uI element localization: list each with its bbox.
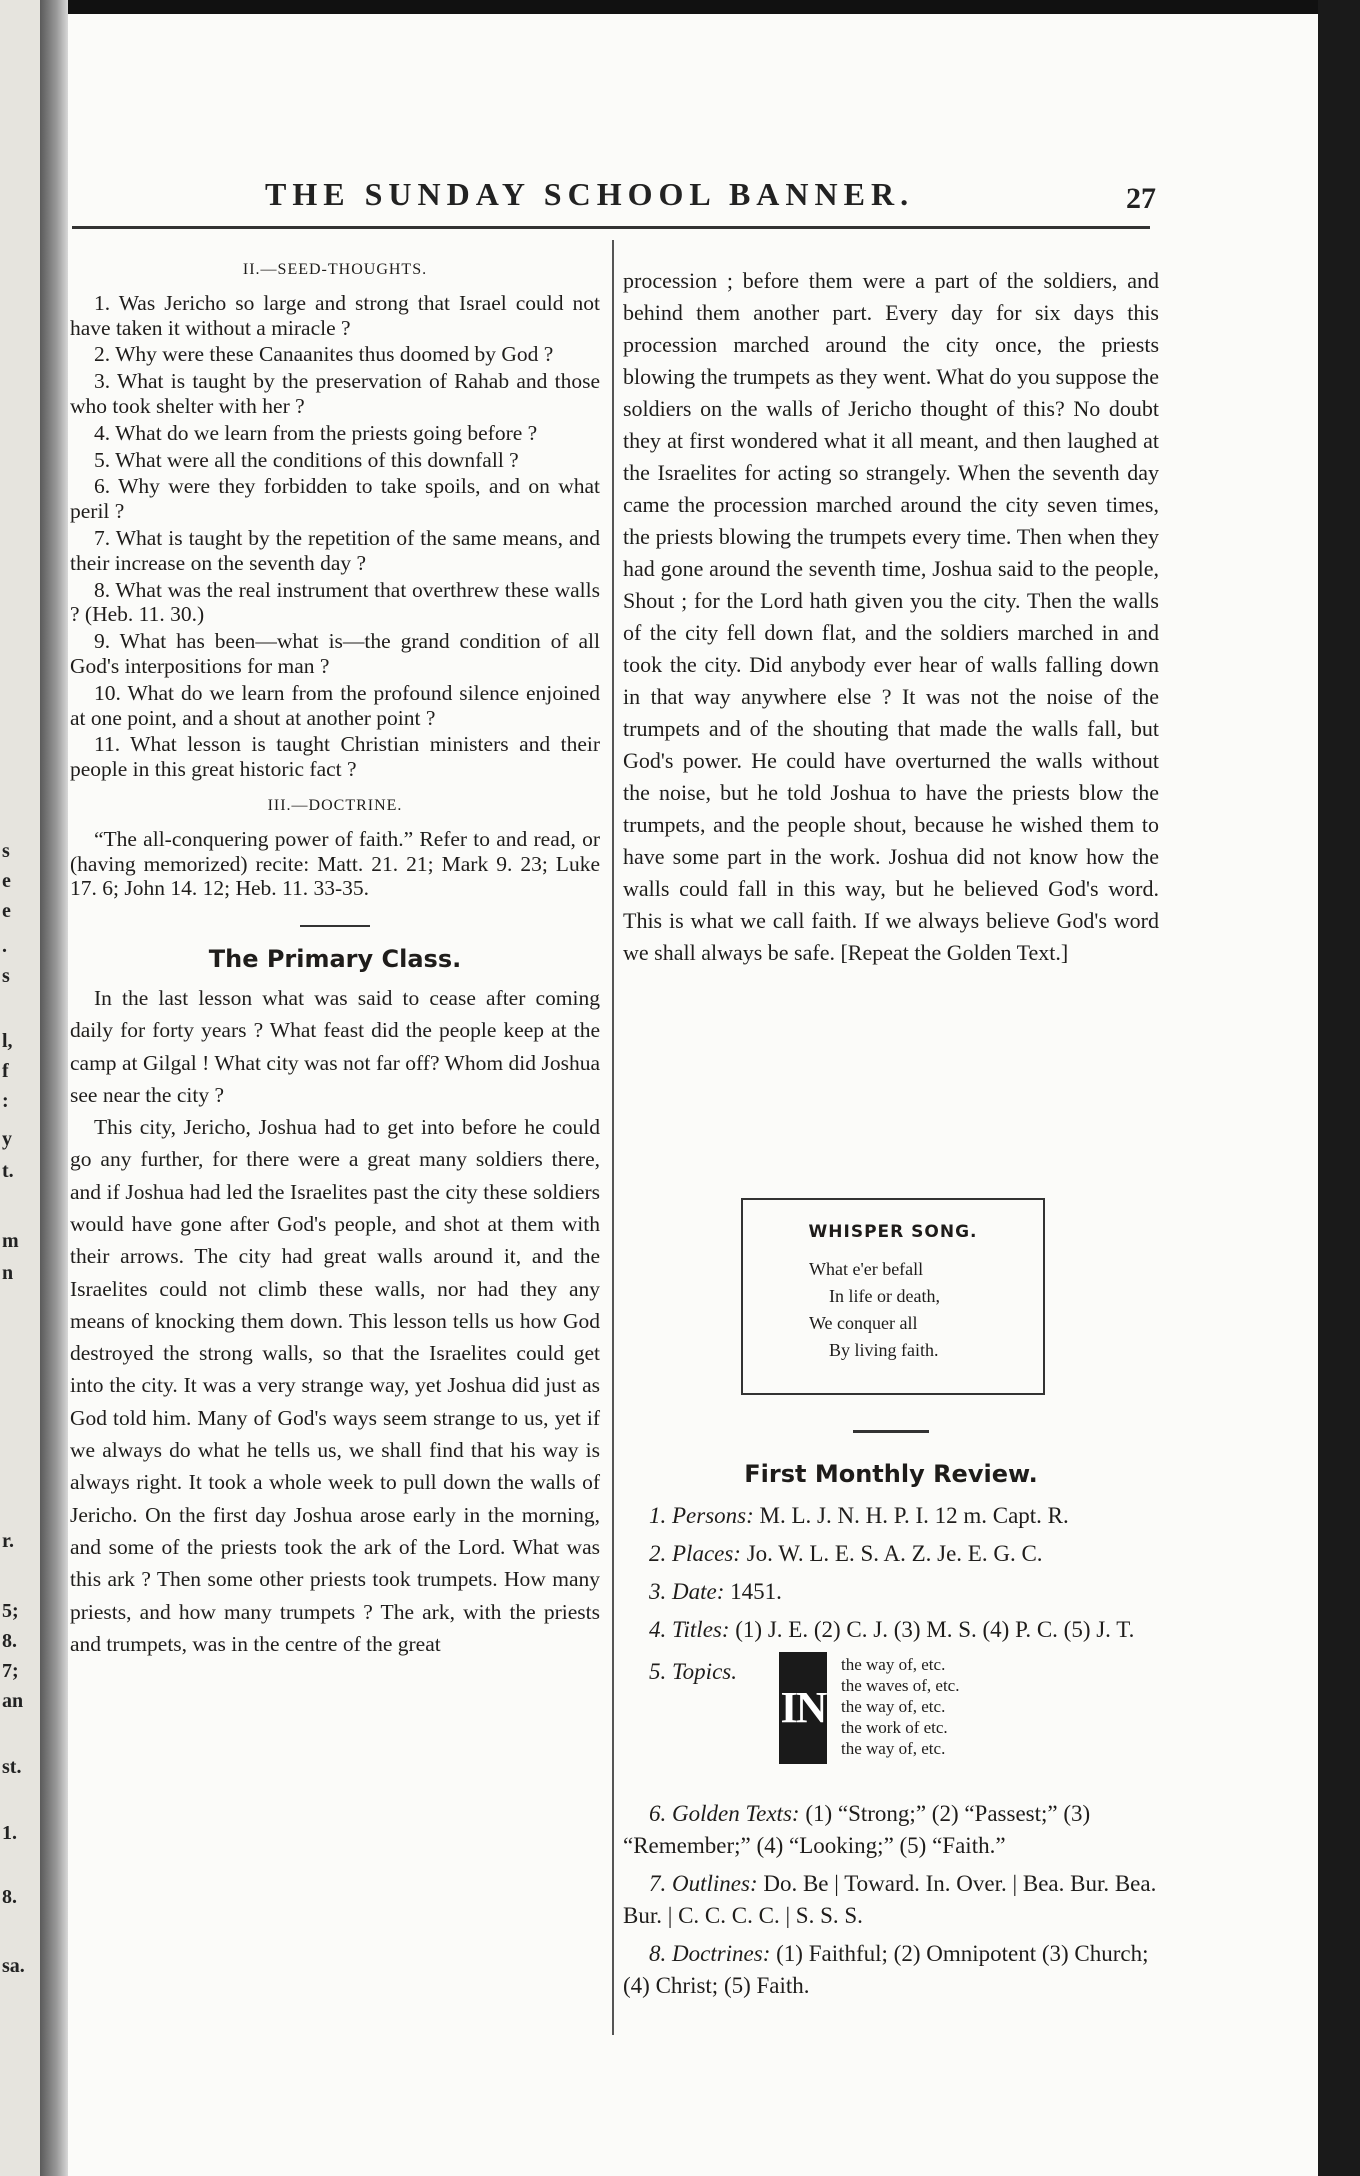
- facing-page-fragments: [0, 0, 40, 2176]
- fragment: 1.: [2, 1822, 17, 1844]
- question: 1. Was Jericho so large and strong that Israel could not have taken it without a miracle ?: [70, 290, 600, 340]
- topic-item: the work of etc.: [841, 1718, 948, 1737]
- review-label: 1. Persons:: [649, 1503, 754, 1528]
- review-value: (1) Faithful; (2) Omnipotent (3) Church; (4) Christ; (5) Faith.: [623, 1941, 1149, 1998]
- header-rule: [72, 226, 1150, 229]
- review-value: (1) “Strong;” (2) “Passest;” (3) “Remember;” (4) “Looking;” (5) “Faith.”: [623, 1801, 1091, 1858]
- review-value: Jo. W. L. E. S. A. Z. Je. E. G. C.: [746, 1541, 1043, 1566]
- review-golden-texts: [623, 1798, 1159, 1862]
- primary-continuation: procession ; before them were a part of the soldiers, and behind them another part. Every day for six days this procession marched around the city once, the priests blowing the trumpets as they went. What do you suppose the soldiers on the walls of Jericho thought of this? No doubt they at first wondered what it all meant, and then laughed at the Israelites for acting so strangely. When the seventh day came the procession marched around the city seven times, the priests blowing the trumpets every time. Then when they had gone around the seventh time, Joshua said to the people, Shout ; for the Lord hath given you the city. Then the walls of the city fell down flat, and the soldiers marched in and took the city. Did anybody ever hear of walls falling down in that way anywhere else ? It was not the noise of the trumpets and of the shouting that made the walls fall, but God's power. He could have overturned the walls without the noise, but he told Joshua to have the priests blow the trumpets, and the people shout, because he wished them to have some part in the work. Joshua did not know how the walls could fall in this way, but he believed God's word. This is what we call faith. If we always believe God's word we shall always be safe. [Repeat the Golden Text.]: [623, 268, 1159, 965]
- question: 6. Why were they forbidden to take spoils, and on what peril ?: [70, 474, 600, 524]
- left-column: [70, 258, 600, 1660]
- review-label: 7. Outlines:: [649, 1871, 758, 1896]
- section-rule: [853, 1430, 929, 1433]
- topic-item: the way of, etc.: [841, 1739, 946, 1758]
- fragment: 8.: [2, 1886, 17, 1908]
- song-line: We conquer all: [809, 1313, 918, 1333]
- fragment: 8.: [2, 1630, 17, 1652]
- question: 3. What is taught by the preservation of Rahab and those who took shelter with her ?: [70, 369, 600, 418]
- review-date: [623, 1576, 1159, 1608]
- monthly-review: [623, 1500, 1159, 2008]
- seed-thoughts-heading: II.—SEED-THOUGHTS.: [242, 261, 428, 278]
- fragment: :: [2, 1090, 9, 1112]
- page-binding: [40, 0, 68, 2176]
- review-label: 8. Doctrines:: [649, 1941, 771, 1966]
- whisper-song-title: WHISPER SONG.: [808, 1222, 978, 1242]
- review-value: 1451.: [730, 1579, 782, 1604]
- question: 5. What were all the conditions of this downfall ?: [94, 447, 519, 472]
- review-places: [623, 1538, 1159, 1570]
- review-label: 6. Golden Texts:: [649, 1801, 800, 1826]
- fragment: 7;: [2, 1660, 19, 1682]
- fragment: y: [2, 1128, 12, 1150]
- scan-right-edge: [1318, 0, 1360, 2176]
- song-line: What e'er befall: [809, 1259, 924, 1279]
- review-titles: [623, 1614, 1159, 1646]
- review-label: 2. Places:: [649, 1541, 741, 1566]
- right-column: [623, 265, 1159, 969]
- fragment: s: [2, 965, 10, 987]
- topic-item: the way of, etc.: [841, 1655, 946, 1674]
- in-logo: IN: [779, 1652, 827, 1764]
- review-label: 5. Topics.: [649, 1659, 737, 1684]
- fragment: s: [2, 840, 10, 862]
- review-persons: [623, 1500, 1159, 1532]
- fragment: an: [2, 1690, 24, 1712]
- review-value: Do. Be | Toward. In. Over. | Bea. Bur. Bea. Bur. | C. C. C. C. | S. S. S.: [623, 1871, 1157, 1928]
- question: 7. What is taught by the repetition of the same means, and their increase on the seventh day ?: [70, 525, 600, 575]
- fragment: n: [2, 1262, 14, 1284]
- review-outlines: [623, 1868, 1159, 1932]
- whisper-song-lines: [743, 1256, 1043, 1364]
- fragment: l,: [2, 1030, 13, 1052]
- fragment: m: [2, 1230, 19, 1252]
- monthly-review-title: First Monthly Review.: [744, 1460, 1038, 1488]
- review-doctrines: [623, 1938, 1159, 2002]
- review-value: M. L. J. N. H. P. I. 12 m. Capt. R.: [759, 1503, 1069, 1528]
- topics-list: [841, 1654, 959, 1759]
- primary-paragraph: This city, Jericho, Joshua had to get into before he could go any further, for there were a great many soldiers there, and if Joshua had led the Israelites past the city these soldiers would have gone after God's people, and shot at them with their arrows. The city had great walls around it, and the Israelites could not climb these walls, nor had they any means of knocking them down. This lesson tells us how God destroyed the strong walls, so that the Israelites could get into the city. It was a very strange way, yet Joshua did just as God told him. Many of God's ways seem strange to us, yet if we always do what he tells us, we shall find that his way is always right. It took a whole week to pull down the walls of Jericho. On the first day Joshua arose early in the morning, and some of the priests took the ark of the Lord. What was this ark ? Then some other priests took trumpets. How many priests, and how many trumpets ? The ark, with the priests and trumpets, was in the centre of the great: [70, 1115, 600, 1656]
- question: 10. What do we learn from the profound silence enjoined at one point, and a shout at another point ?: [70, 680, 600, 730]
- topic-item: the waves of, etc.: [841, 1676, 960, 1695]
- review-value: (1) J. E. (2) C. J. (3) M. S. (4) P. C. (5) J. T.: [735, 1617, 1135, 1642]
- review-label: 4. Titles:: [649, 1617, 730, 1642]
- running-header: THE SUNDAY SCHOOL BANNER.: [265, 176, 915, 212]
- fragment: t.: [2, 1160, 14, 1182]
- question: 2. Why were these Canaanites thus doomed by God ?: [94, 342, 554, 367]
- question: 11. What lesson is taught Christian ministers and their people in this great historic fact ?: [70, 732, 600, 782]
- fragment: sa.: [2, 1955, 25, 1977]
- fragment: f: [2, 1060, 9, 1082]
- doctrine-heading: III.—DOCTRINE.: [267, 796, 403, 814]
- song-line: In life or death,: [829, 1286, 940, 1306]
- question: 4. What do we learn from the priests going before ?: [94, 420, 538, 445]
- scan-top-edge: [0, 0, 1360, 14]
- whisper-song-box: [741, 1198, 1045, 1395]
- primary-class-title: The Primary Class.: [208, 945, 462, 974]
- column-divider: [612, 240, 614, 2035]
- review-topics: [623, 1652, 1159, 1792]
- review-label: 3. Date:: [649, 1579, 725, 1604]
- fragment: .: [2, 935, 7, 957]
- fragment: e: [2, 870, 11, 892]
- fragment: e: [2, 900, 11, 922]
- section-rule: [300, 925, 370, 927]
- question: 8. What was the real instrument that overthrew these walls ? (Heb. 11. 30.): [70, 577, 600, 627]
- fragment: r.: [2, 1530, 15, 1552]
- question: 9. What has been—what is—the grand condition of all God's interpositions for man ?: [70, 629, 600, 678]
- primary-paragraph: In the last lesson what was said to cease after coming daily for forty years ? What feast did the people keep at the camp at Gilgal ! What city was not far off? Whom did Joshua see near the city ?: [70, 985, 600, 1107]
- page-number: 27: [1126, 182, 1156, 215]
- fragment: 5;: [2, 1600, 19, 1622]
- fragment: st.: [2, 1756, 22, 1778]
- doctrine-text: “The all-conquering power of faith.” Refer to and read, or (having memorized) recite: Matt. 21. 21; Mark 9. 23; Luke 17. 6; John 14. 12; Heb. 11. 33-35.: [70, 826, 600, 901]
- song-line: By living faith.: [829, 1340, 939, 1360]
- topic-item: the way of, etc.: [841, 1697, 946, 1716]
